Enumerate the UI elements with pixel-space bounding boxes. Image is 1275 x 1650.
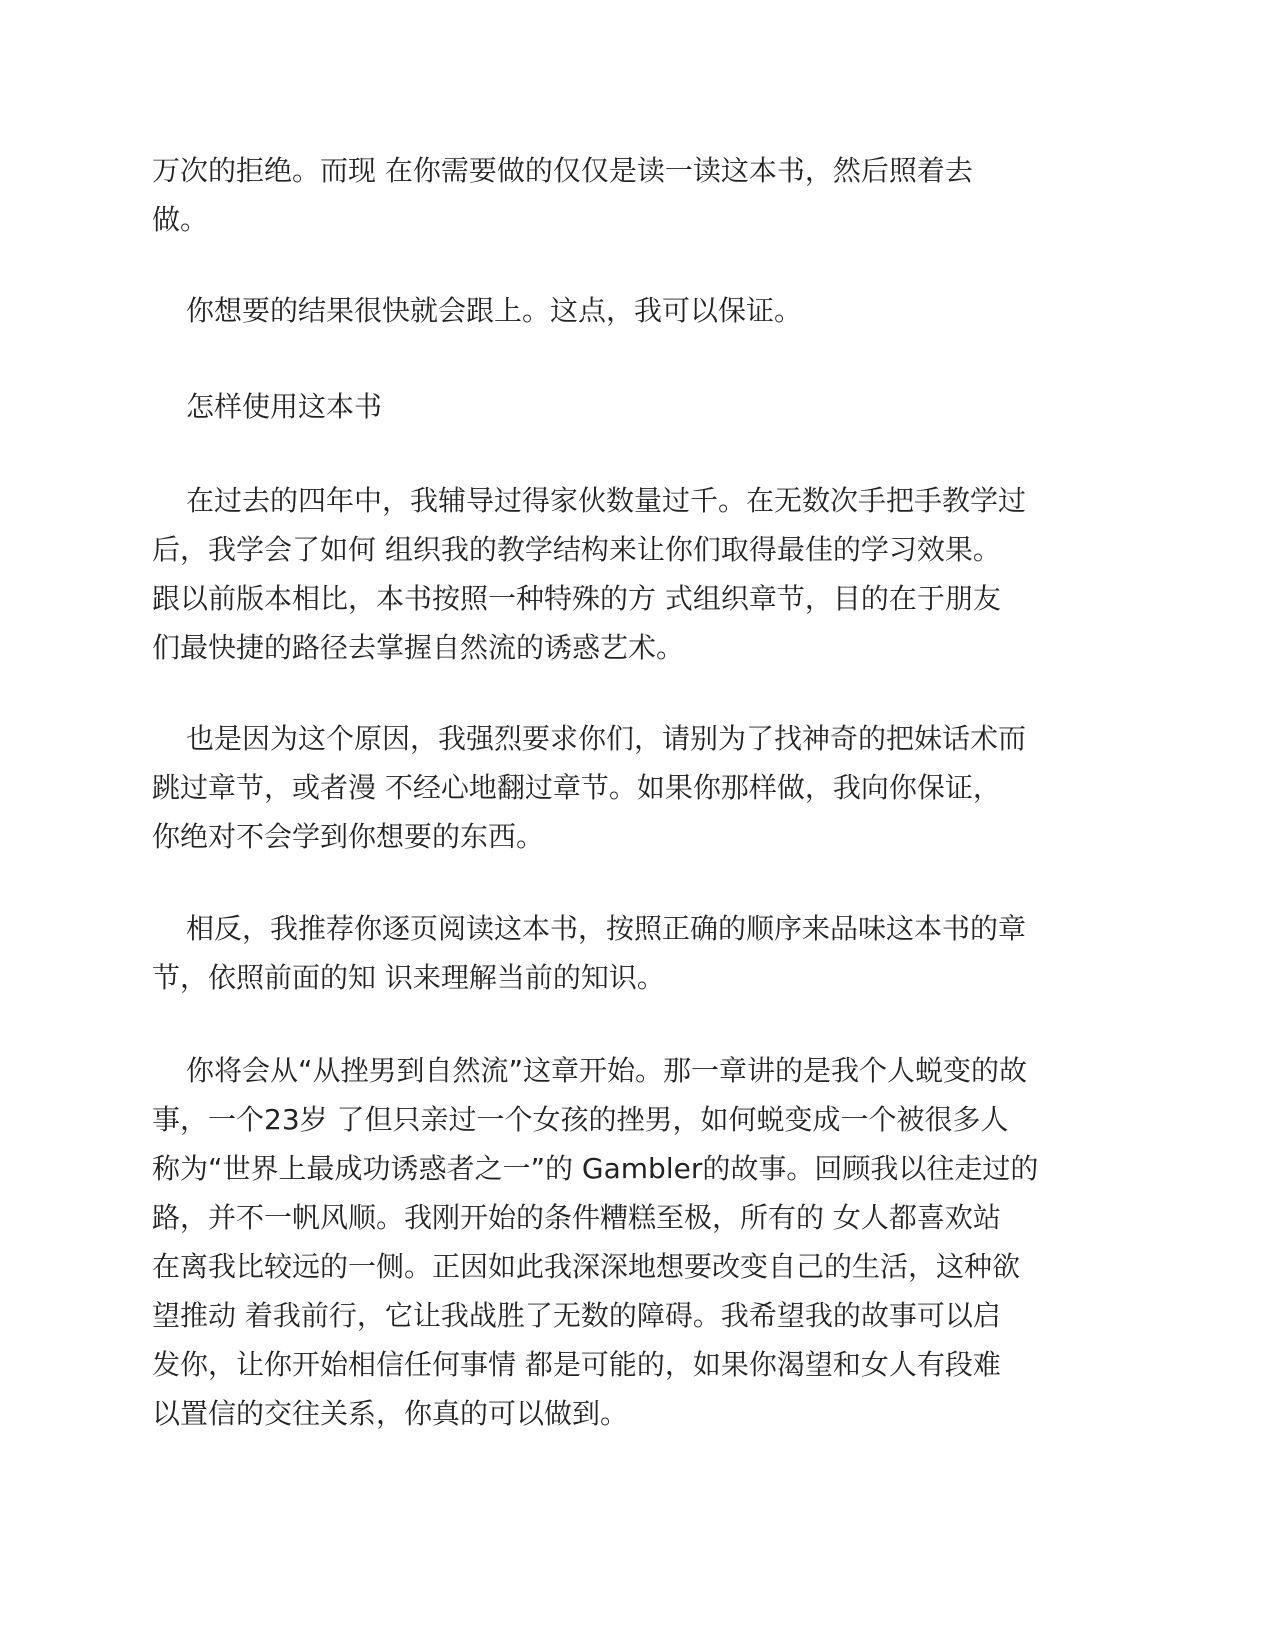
paragraph-continuation: 万次的拒绝。而现 在你需要做的仅仅是读一读这本书，然后照着去 做。 — [152, 154, 973, 236]
paragraph-recommendation: 相反，我推荐你逐页阅读这本书，按照正确的顺序来品味这本书的章 节，依照前面的知 识来理解当前的知识。 — [152, 912, 1027, 994]
paragraph-structure: 在过去的四年中，我辅导过得家伙数量过千。在无数次手把手教学过 后，我学会了如何 组织我的教学结构来让你们取得最佳的学习效果。 跟以前版本相比，本书按照一种特殊的方 式组织章节，目的在于朋友 们最快捷的路径去掌握自然流的诱惑艺术。 — [152, 484, 1027, 664]
paragraph-promise: 你想要的结果很快就会跟上。这点，我可以保证。 — [186, 294, 803, 327]
section-heading: 怎样使用这本书 — [186, 390, 383, 423]
paragraph-warning: 也是因为这个原因，我强烈要求你们，请别为了找神奇的把妹话术而 跳过章节，或者漫 不经心地翻过章节。如果你那样做，我向你保证， 你绝对不会学到你想要的东西。 — [152, 722, 1027, 853]
paragraph-story: 你将会从“从挫男到自然流”这章开始。那一章讲的是我个人蜕变的故 事，一个23岁 了但只亲过一个女孩的挫男，如何蜕变成一个被很多人 称为“世界上最成功诱惑者之一”的 Gambler的故事。回顾我以往走过的 路，并不一帆风顺。我刚开始的条件糟糕至极，所有的 女人都喜欢站 在离我比较远的一侧。正因如此我深深地想要改变自己的生活，这种欲 望推动 着我前行，它让我战胜了无数的障碍。我希望我的故事可以启 发你，让你开始相信任何事情 都是可能的，如果你渴望和女人有段难 以置信的交往关系，你真的可以做到。 — [152, 1054, 1039, 1430]
